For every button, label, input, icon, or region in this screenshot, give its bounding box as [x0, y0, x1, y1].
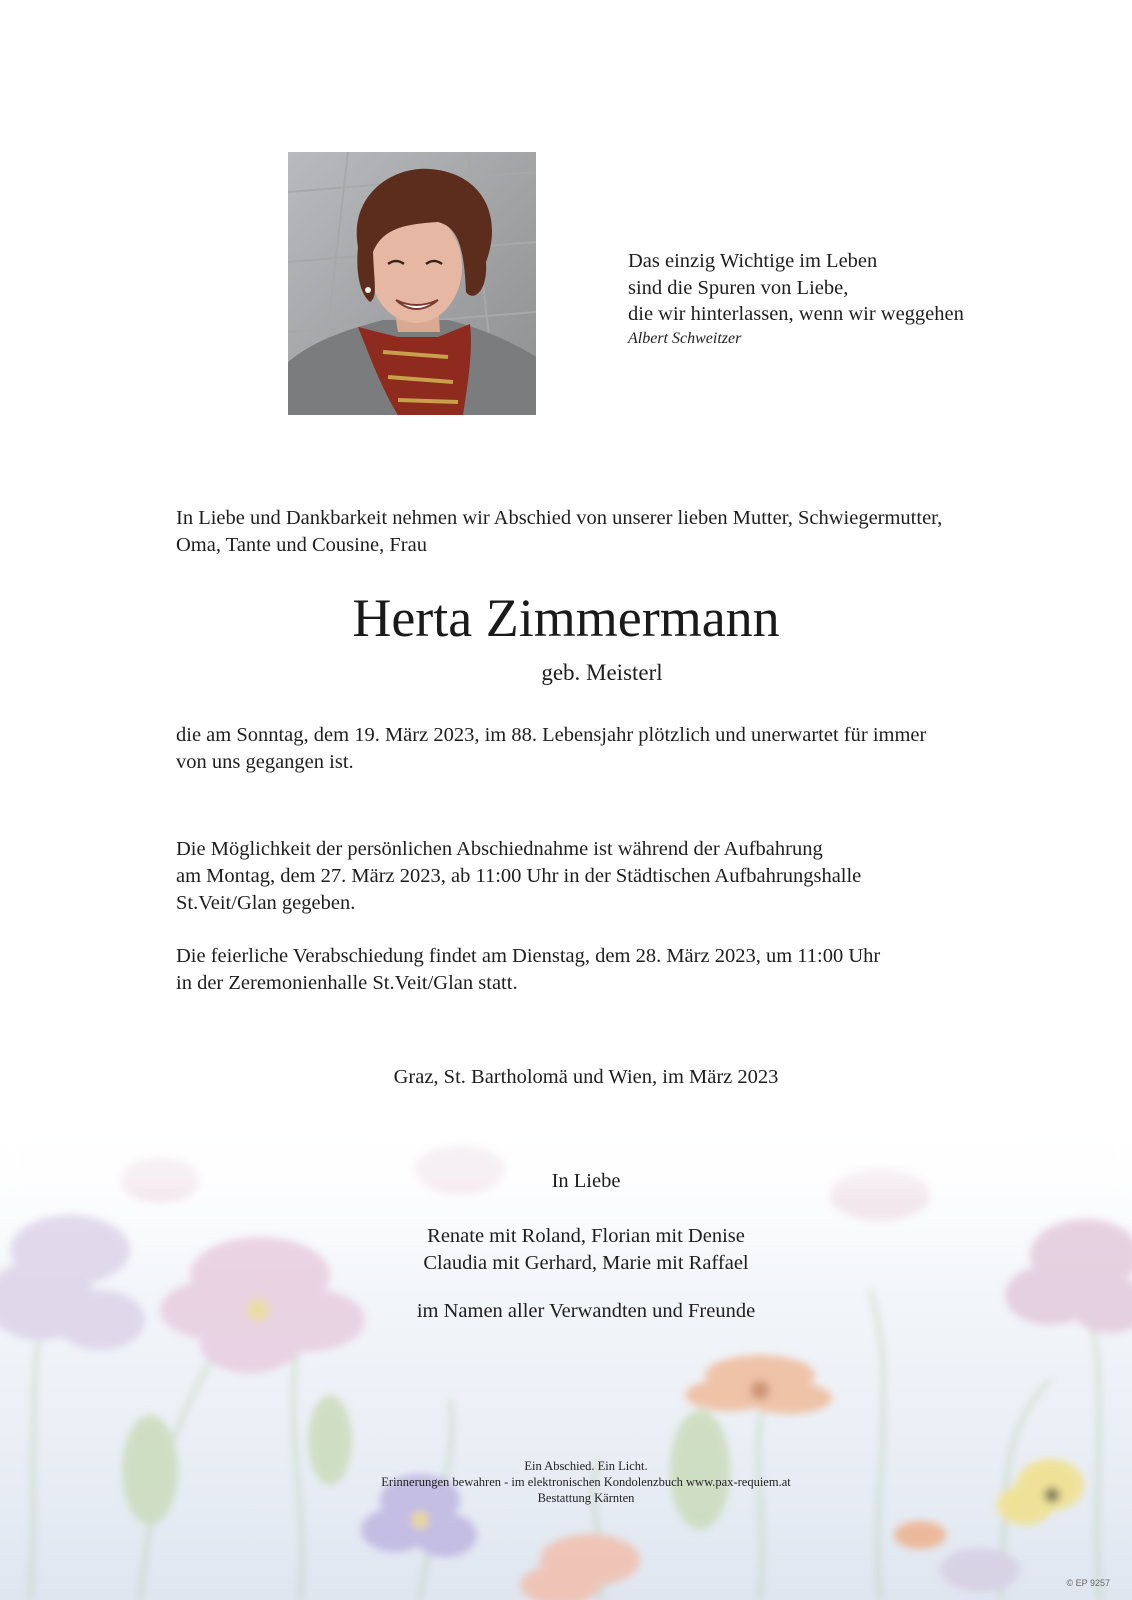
place-date: Graz, St. Bartholomä und Wien, im März 2023 [393, 1066, 779, 1088]
intro-text [176, 505, 1056, 559]
death-notice [176, 722, 1056, 776]
viewing-line: St.Veit/Glan gegeben. [176, 892, 356, 914]
mourners-line: Claudia mit Gerhard, Marie mit Raffael [423, 1252, 749, 1274]
ceremony-info [176, 943, 1056, 997]
viewing-line: Die Möglichkeit der persönlichen Abschiednahme ist während der Aufbahrung [176, 838, 823, 860]
quote-line: sind die Spuren von Liebe, [628, 276, 849, 299]
ceremony-line: Die feierliche Verabschiedung findet am Dienstag, dem 28. März 2023, um 11:00 Uhr [176, 945, 881, 967]
mourners-line: Renate mit Roland, Florian mit Denise [427, 1225, 745, 1247]
birth-name: geb. Meisterl [541, 660, 663, 685]
quote-line: die wir hinterlassen, wenn wir weggehen [628, 303, 964, 325]
portrait-photo [288, 152, 536, 415]
deceased-name: Herta Zimmermann [352, 588, 780, 648]
viewing-line: am Montag, dem 27. März 2023, ab 11:00 Uhr in der Städtischen Aufbahrungshalle [176, 865, 862, 887]
footer-line: Erinnerungen bewahren - im elektronischen Kondolenzbuch www.pax-requiem.at [381, 1475, 791, 1489]
footer [0, 1458, 1132, 1506]
intro-line: In Liebe und Dankbarkeit nehmen wir Abschied von unserer lieben Mutter, Schwiegermutter, [176, 507, 943, 529]
memorial-quote [628, 248, 964, 350]
viewing-info [176, 836, 1056, 917]
mourners-closing: im Namen aller Verwandten und Freunde [416, 1300, 756, 1322]
death-notice-line: die am Sonntag, dem 19. März 2023, im 88. Lebensjahr plötzlich und unerwartet für immer [176, 724, 927, 746]
footer-line: Bestattung Kärnten [537, 1491, 635, 1505]
ceremony-line: in der Zeremonienhalle St.Veit/Glan statt. [176, 972, 518, 994]
footer-line: Ein Abschied. Ein Licht. [524, 1459, 648, 1473]
print-code: © EP 9257 [1066, 1578, 1110, 1588]
mourners-list [0, 1223, 1132, 1277]
quote-author: Albert Schweitzer [628, 329, 742, 347]
quote-line: Das einzig Wichtige im Leben [628, 250, 878, 272]
death-notice-line: von uns gegangen ist. [176, 751, 354, 773]
intro-line: Oma, Tante und Cousine, Frau [176, 534, 427, 556]
mourners-heading: In Liebe [551, 1170, 621, 1192]
